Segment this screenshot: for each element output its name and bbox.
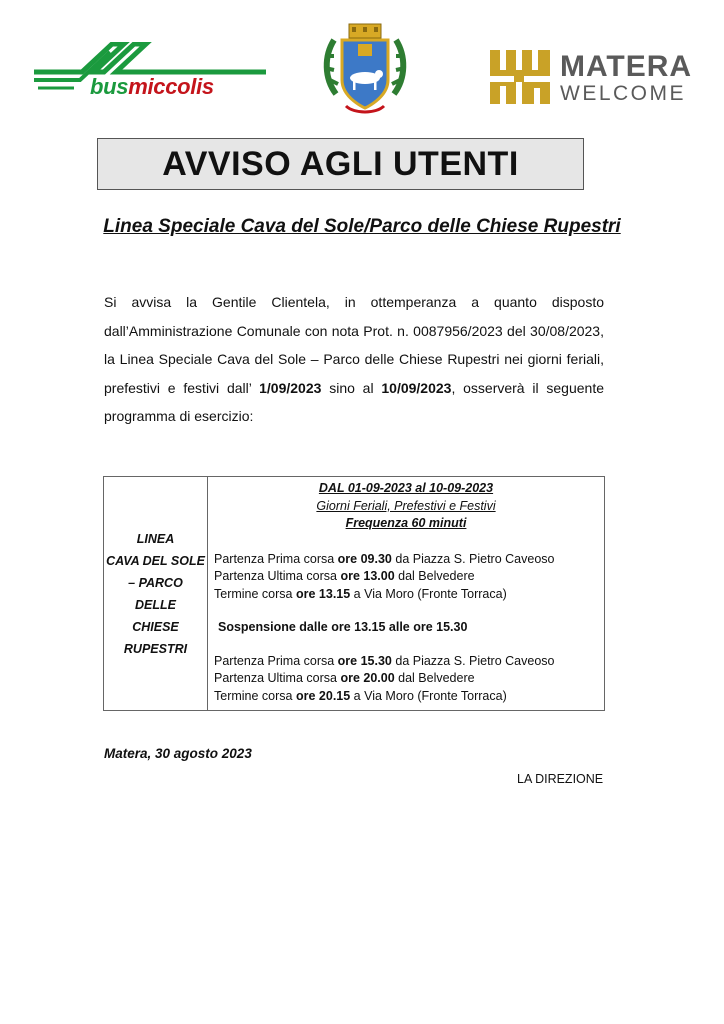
row-time: ore 13.15 <box>295 586 351 601</box>
row-time: ore 13.00 <box>340 569 395 583</box>
schedule-detail-cell <box>208 477 604 710</box>
row-label: Partenza Prima corsa <box>214 653 338 668</box>
row-label: Termine corsa <box>214 688 296 703</box>
schedule-frequency: Frequenza 60 minuti <box>345 516 467 530</box>
row-label: Partenza Ultima corsa <box>214 671 341 685</box>
miccolis-word-part: miccolis <box>128 74 214 99</box>
notice-title-box <box>97 138 584 190</box>
schedule-row <box>214 653 598 671</box>
matera-welcome-logo <box>490 50 700 106</box>
schedule-row <box>214 688 598 706</box>
date-to: 10/09/2023 <box>381 379 452 396</box>
notice-subtitle-text: Linea Speciale Cava del Sole/Parco delle Chiese Rupestri <box>103 216 621 237</box>
row-time: ore 20.00 <box>340 671 395 685</box>
busmiccolis-wordmark <box>90 74 214 100</box>
date-from: 1/09/2023 <box>259 379 322 396</box>
welcome-title: WELCOME <box>560 82 687 105</box>
row-place: dal Belvedere <box>394 569 475 583</box>
row-place: dal Belvedere <box>394 671 475 685</box>
matera-title: MATERA <box>560 50 693 83</box>
row-place: da Piazza S. Pietro Caveoso <box>391 551 555 566</box>
signer: LA DIREZIONE <box>517 772 604 786</box>
row-place: a Via Moro (Fronte Torraca) <box>350 586 507 601</box>
row-time: ore 09.30 <box>337 551 392 566</box>
schedule-table <box>103 476 605 711</box>
logo-bar <box>0 0 724 130</box>
line-name: LINEA CAVA DEL SOLE – PARCO DELLE CHIESE RUPESTRI <box>106 531 205 656</box>
row-label: Partenza Prima corsa <box>214 551 338 566</box>
row-label: Partenza Ultima corsa <box>214 569 341 583</box>
schedule-row <box>214 670 598 688</box>
row-place: a Via Moro (Fronte Torraca) <box>350 688 507 703</box>
notice-body <box>104 288 604 431</box>
row-time: ore 15.30 <box>337 653 392 668</box>
row-time: ore 20.15 <box>295 688 351 703</box>
matera-grid-mark-icon <box>490 50 550 104</box>
notice-subtitle <box>60 212 664 242</box>
row-label: Termine corsa <box>214 586 296 601</box>
schedule-row <box>214 586 598 604</box>
schedule-days: Giorni Feriali, Prefestivi e Festivi <box>316 498 496 513</box>
body-part-2: sino al <box>321 379 382 396</box>
body-part-3: , osserverà il seguente programma di esercizio: <box>104 379 604 424</box>
row-place: da Piazza S. Pietro Caveoso <box>391 653 555 668</box>
schedule-row <box>214 551 598 569</box>
schedule-row <box>214 568 598 586</box>
body-part-1: Si avvisa la Gentile Clientela, in ottemperanza a quanto disposto dall’Amministrazione Comunale con nota Prot. n. 0087956/2023 del 30/08/2023, la Linea Speciale Cava del Sole – Parco delle Chiese Rupestri nei giorni feriali, prefestivi e festivi dall’ <box>104 294 604 396</box>
line-name-cell <box>104 477 208 710</box>
notice-title: AVVISO AGLI UTENTI <box>162 144 519 183</box>
municipal-coat-of-arms-icon <box>322 22 408 122</box>
bus-word-part: bus <box>90 74 129 99</box>
busmiccolis-logo <box>34 42 266 104</box>
place-date: Matera, 30 agosto 2023 <box>104 746 252 761</box>
schedule-suspension: Sospensione dalle ore 13.15 alle ore 15.30 <box>218 620 468 634</box>
schedule-period: DAL 01-09-2023 al 10-09-2023 <box>318 481 494 495</box>
